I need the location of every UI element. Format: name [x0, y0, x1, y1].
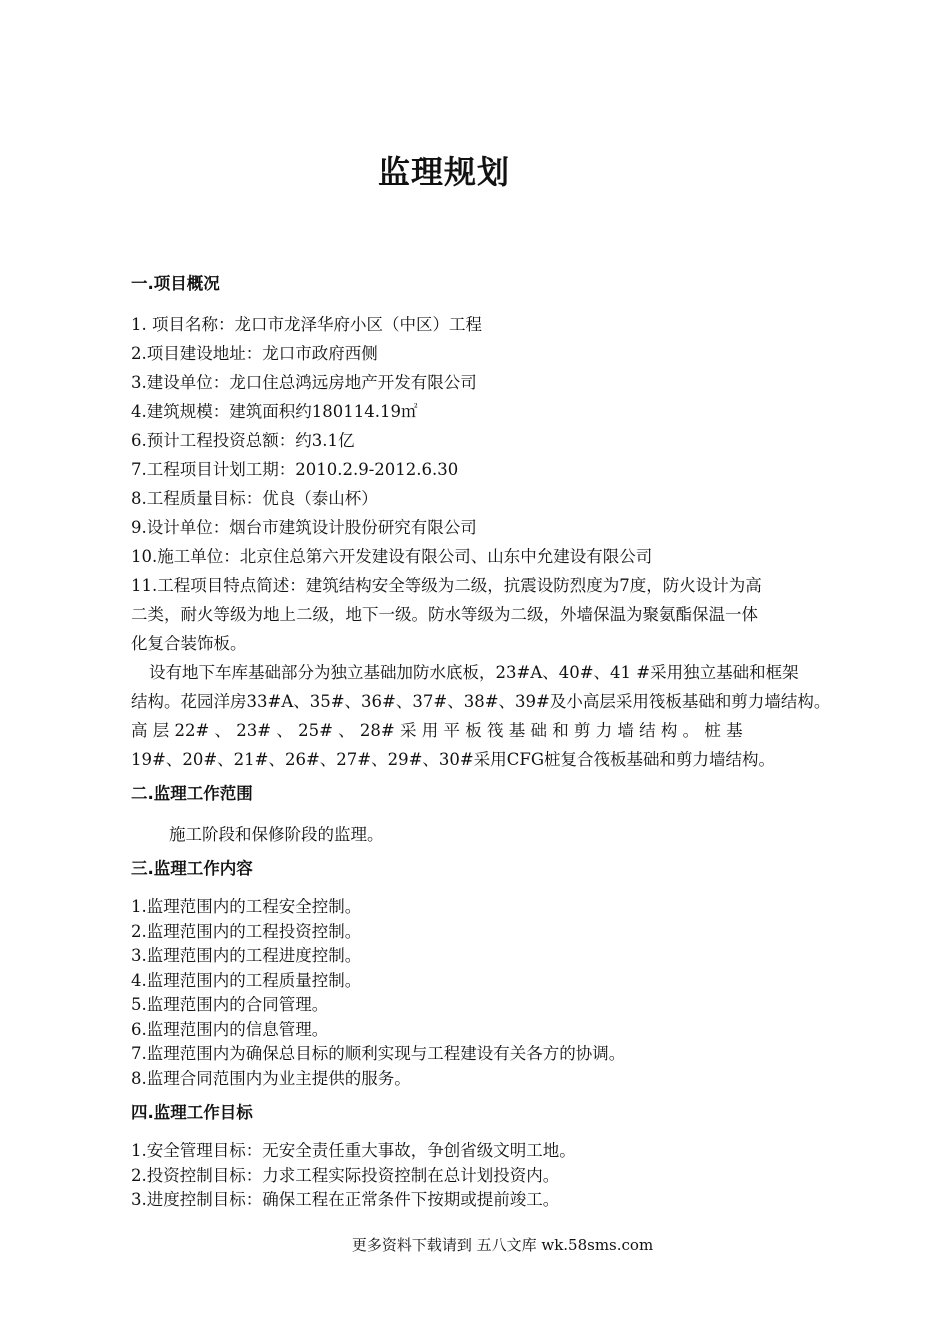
- overview-item: 9.设计单位：烟台市建筑设计股份研究有限公司: [131, 518, 477, 537]
- content-item: 7.监理范围内为确保总目标的顺利实现与工程建设有关各方的协调。: [131, 1044, 626, 1063]
- paragraph-line: 11.工程项目特点简述：建筑结构安全等级为二级，抗震设防烈度为7度，防火设计为高: [131, 576, 762, 595]
- paragraph-line: 高 层 22# 、 23# 、 25# 、 28# 采 用 平 板 筏 基 础 和 剪 力 墙 结 构 。 桩 基: [131, 721, 743, 740]
- section-heading-content: 三.监理工作内容: [131, 859, 253, 878]
- paragraph-line: 二类，耐火等级为地上二级，地下一级。防水等级为二级，外墙保温为聚氨酯保温一体: [131, 605, 758, 624]
- section-heading-scope: 二.监理工作范围: [131, 784, 253, 803]
- content-item: 8.监理合同范围内为业主提供的服务。: [131, 1068, 411, 1088]
- overview-item: 10.施工单位：北京住总第六开发建设有限公司、山东中允建设有限公司: [131, 547, 653, 566]
- paragraph-line: 化复合装饰板。: [131, 634, 247, 653]
- goal-item: 3.进度控制目标：确保工程在正常条件下按期或提前竣工。: [131, 1190, 560, 1209]
- project-features-paragraph: [131, 571, 875, 658]
- document-body: [131, 272, 875, 1213]
- content-item: 5.监理范围内的合同管理。: [131, 995, 329, 1014]
- paragraph-line: 设有地下车库基础部分为独立基础加防水底板，23#A、40#、41 #采用独立基础和框架: [149, 663, 799, 682]
- content-item: 4.监理范围内的工程质量控制。: [131, 970, 362, 990]
- goal-item: 1.安全管理目标：无安全责任重大事故，争创省级文明工地。: [131, 1141, 576, 1160]
- page-footer: 更多资料下载请到 五八文库 wk.58sms.com: [351, 1236, 654, 1254]
- content-item: 2.监理范围内的工程投资控制。: [131, 921, 362, 941]
- content-item: 6.监理范围内的信息管理。: [131, 1019, 329, 1039]
- foundation-paragraph: [131, 658, 875, 774]
- page-title: 监理规划: [377, 153, 510, 191]
- section-heading-goals: 四.监理工作目标: [131, 1103, 253, 1122]
- scope-text: 施工阶段和保修阶段的监理。: [169, 825, 384, 844]
- paragraph-line: 结构。花园洋房33#A、35#、36#、37#、38#、39#及小高层采用筏板基础和剪力墙结构。: [131, 692, 831, 711]
- content-item: 3.监理范围内的工程进度控制。: [131, 946, 362, 965]
- overview-item: 8.工程质量目标：优良（泰山杯）: [131, 489, 378, 508]
- goal-item: 2.投资控制目标：力求工程实际投资控制在总计划投资内。: [131, 1165, 560, 1185]
- overview-item: 3.建设单位：龙口住总鸿远房地产开发有限公司: [131, 373, 477, 392]
- content-item: 1.监理范围内的工程安全控制。: [131, 897, 362, 916]
- overview-item: 1. 项目名称：龙口市龙泽华府小区（中区）工程: [131, 315, 482, 334]
- section-heading-overview: 一.项目概况: [131, 274, 220, 293]
- overview-item: 2.项目建设地址：龙口市政府西侧: [131, 344, 378, 363]
- paragraph-line: 19#、20#、21#、26#、27#、29#、30#采用CFG桩复合筏板基础和剪力墙结构。: [131, 750, 775, 769]
- overview-item: 7.工程项目计划工期：2010.2.9-2012.6.30: [131, 460, 459, 479]
- overview-item: 4.建筑规模：建筑面积约180114.19㎡: [131, 402, 418, 421]
- overview-item: 6.预计工程投资总额：约3.1亿: [131, 431, 355, 450]
